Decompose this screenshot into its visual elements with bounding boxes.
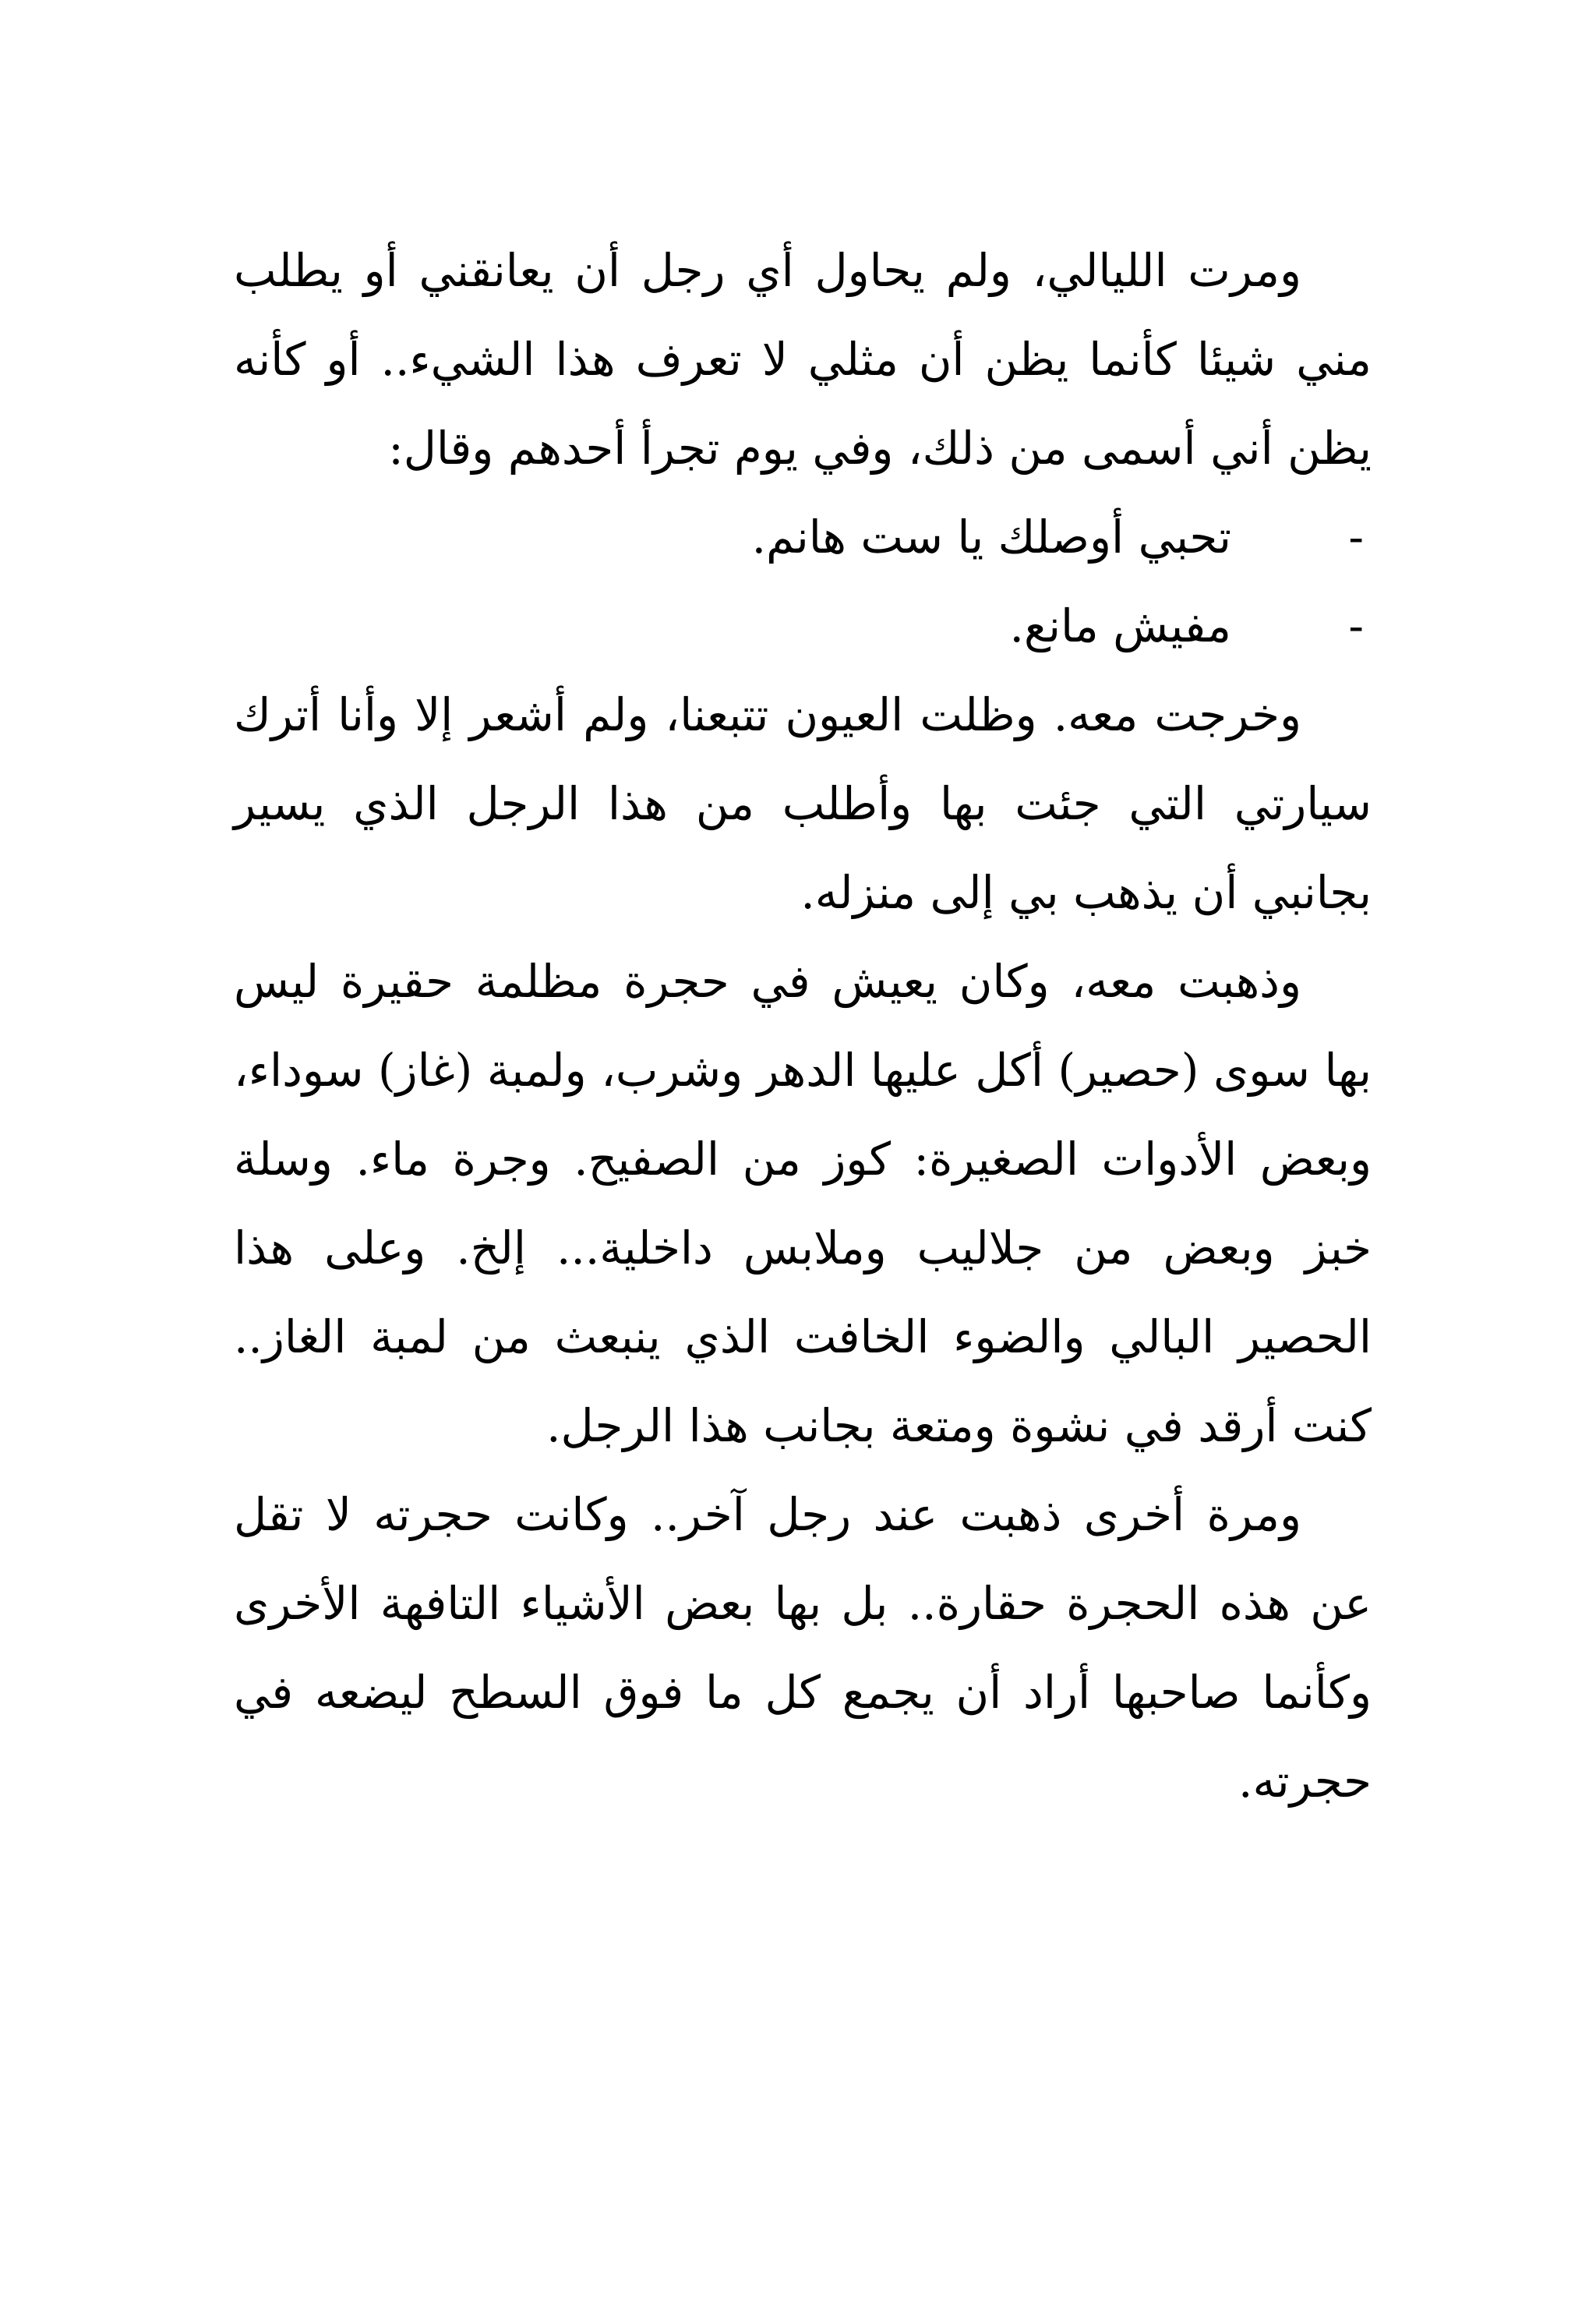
dialogue-line-1 — [234, 493, 1372, 582]
dialogue-text: مفيش مانع. — [1009, 599, 1231, 652]
dialogue-dash: - — [1348, 599, 1364, 652]
dialogue-line-2 — [234, 582, 1372, 670]
paragraph-2: وخرجت معه. وظلت العيون تتبعنا، ولم أشعر إلا وأنا أترك سيارتي التي جئت بها وأطلب من هذا الرجل الذي يسير بجانبي أن يذهب بي إلى منزله. — [234, 688, 1372, 919]
paragraph-1: ومرت الليالي، ولم يحاول أي رجل أن يعانقني أو يطلب مني شيئا كأنما يظن أن مثلي لا تعرف هذا الشيء.. أو كأنه يظن أني أسمى من ذلك، وفي يوم تجرأ أحدهم وقال: — [234, 244, 1372, 475]
paragraph-4: ومرة أخرى ذهبت عند رجل آخر.. وكانت حجرته لا تقل عن هذه الحجرة حقارة.. بل بها بعض الأشياء التافهة الأخرى وكأنما صاحبها أراد أن يجمع كل ما فوق السطح ليضعه في حجرته. — [234, 1488, 1372, 1808]
dialogue-dash: - — [1348, 511, 1364, 564]
dialogue-text: تحبي أوصلك يا ست هانم. — [751, 511, 1231, 564]
paragraph-3: وذهبت معه، وكان يعيش في حجرة مظلمة حقيرة ليس بها سوى (حصير) أكل عليها الدهر وشرب، ولمبة (غاز) سوداء، وبعض الأدوات الصغيرة: كوز من الصفيح. وجرة ماء. وسلة خبز وبعض من جلاليب وملابس داخلية... إلخ. وعلى هذا الحصير البالي والضوء الخافت الذي ينبعث من لمبة الغاز.. كنت أرقد في نشوة ومتعة بجانب هذا الرجل. — [234, 955, 1372, 1452]
dialogue-list — [234, 493, 1372, 670]
document-page — [234, 226, 1372, 1826]
